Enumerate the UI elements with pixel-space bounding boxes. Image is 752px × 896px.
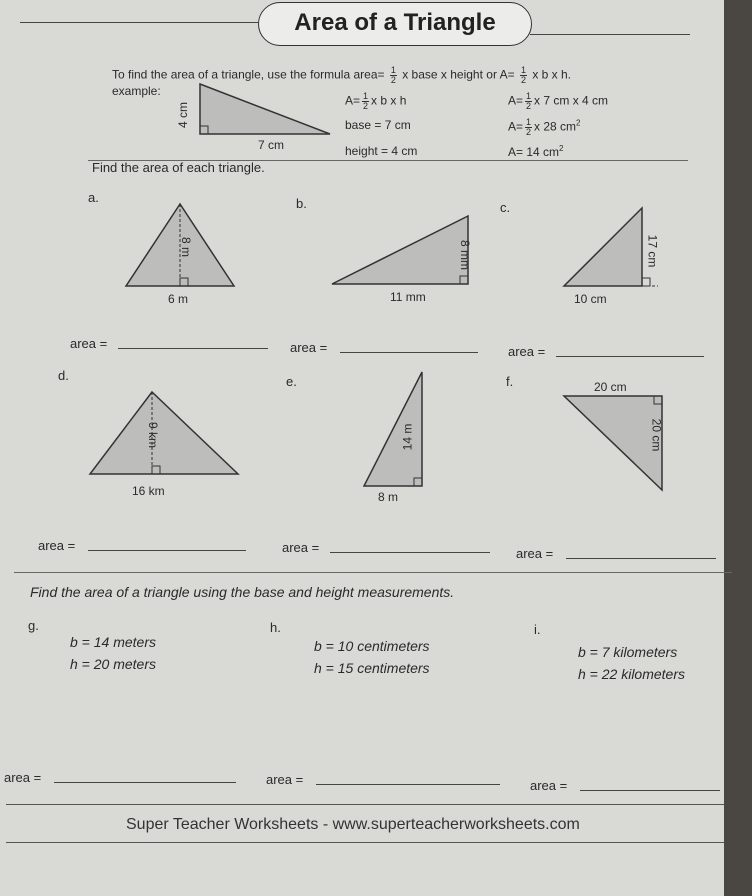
step1-suffix: x 7 cm x 4 cm	[534, 93, 609, 108]
fraction-numerator: 1	[526, 91, 532, 101]
problem-b-base: 11 mm	[390, 290, 426, 304]
problem-h-base: b = 10 centimeters	[314, 638, 430, 654]
section1-instruction: Find the area of each triangle.	[92, 160, 265, 175]
title-rule-right	[530, 34, 690, 35]
problem-f-height: 20 cm	[649, 418, 664, 452]
answer-line-g[interactable]	[54, 782, 236, 783]
example-triangle	[190, 82, 340, 140]
step2-superscript: 2	[576, 118, 581, 128]
problem-d-height: 9 km	[146, 421, 161, 449]
problem-a-area-label: area =	[70, 336, 108, 351]
footer-rule	[6, 804, 724, 805]
fraction-numerator: 1	[363, 91, 369, 101]
problem-f-area-label: area =	[516, 546, 554, 561]
example-height-line: height = 4 cm	[345, 144, 418, 158]
fraction-half	[362, 92, 369, 111]
problem-g-height: h = 20 meters	[70, 656, 156, 672]
title-rule-left	[20, 22, 258, 23]
answer-line-a[interactable]	[118, 348, 268, 349]
problem-h-height: h = 15 centimeters	[314, 660, 430, 676]
fraction-denominator: 2	[526, 101, 532, 111]
fraction-numerator: 1	[390, 65, 396, 75]
step2-suffix: x 28 cm	[534, 119, 577, 134]
example-step2	[508, 118, 581, 137]
problem-a-letter: a.	[88, 190, 99, 205]
example-height-label: 4 cm	[176, 101, 191, 129]
answer-line-b[interactable]	[340, 352, 478, 353]
problem-b-height: 8 mm	[458, 240, 472, 270]
problem-i-base: b = 7 kilometers	[578, 644, 678, 660]
intro-text-part3: x b x h.	[532, 67, 572, 82]
problem-c-letter: c.	[500, 200, 511, 215]
answer-line-h[interactable]	[316, 784, 500, 785]
answer-line-d[interactable]	[88, 550, 246, 551]
problem-e-area-label: area =	[282, 540, 320, 555]
problem-f-base: 20 cm	[594, 380, 627, 394]
problem-h-area-label: area =	[266, 772, 304, 787]
fraction-numerator: 1	[520, 65, 526, 75]
footer-rule-bottom	[6, 842, 724, 843]
page-title: Area of a Triangle	[294, 9, 496, 36]
example-formula	[345, 92, 406, 111]
step1-prefix: A=	[508, 93, 524, 108]
step3-text: A= 14 cm	[508, 145, 560, 159]
step3-superscript: 2	[559, 144, 564, 153]
problem-a-base: 6 m	[168, 292, 189, 306]
fraction-half	[520, 66, 527, 85]
problem-d-area-label: area =	[38, 538, 76, 553]
answer-line-f[interactable]	[566, 558, 716, 559]
problem-g-letter: g.	[28, 618, 39, 633]
problem-b-triangle	[328, 214, 478, 288]
example-label: example:	[112, 84, 161, 98]
fraction-denominator: 2	[520, 75, 526, 85]
fraction-denominator: 2	[363, 101, 369, 111]
step2-prefix: A=	[508, 119, 524, 134]
section-divider	[14, 572, 732, 573]
example-base-line: base = 7 cm	[345, 118, 411, 132]
problem-e-base: 8 m	[378, 490, 399, 504]
answer-line-c[interactable]	[556, 356, 704, 357]
answer-line-e[interactable]	[330, 552, 490, 553]
problem-f-letter: f.	[506, 374, 514, 389]
example-step3	[508, 144, 563, 159]
intro-text	[112, 66, 571, 85]
section2-instruction: Find the area of a triangle using the base and height measurements.	[30, 584, 455, 600]
problem-g-base: b = 14 meters	[70, 634, 156, 650]
problem-d-base: 16 km	[132, 484, 165, 498]
intro-text-part1: To find the area of a triangle, use the formula area=	[112, 67, 385, 82]
problem-d-triangle	[86, 388, 242, 482]
answer-line-i[interactable]	[580, 790, 720, 791]
title-badge	[258, 2, 532, 46]
formula-suffix: x b x h	[371, 93, 407, 108]
fraction-half	[390, 66, 397, 85]
problem-c-base: 10 cm	[574, 292, 607, 306]
problem-a-height: 8 m	[179, 236, 194, 258]
fraction-numerator: 1	[526, 117, 532, 127]
footer-text: Super Teacher Worksheets - www.superteacherworksheets.com	[126, 816, 580, 833]
problem-i-letter: i.	[534, 622, 541, 637]
problem-c-height: 17 cm	[645, 234, 660, 268]
problem-g-area-label: area =	[4, 770, 42, 785]
problem-c-area-label: area =	[508, 344, 546, 359]
problem-b-area-label: area =	[290, 340, 328, 355]
problem-d-letter: d.	[58, 368, 69, 383]
fraction-half	[525, 92, 532, 111]
problem-e-height: 14 m	[400, 423, 415, 451]
fraction-half	[525, 118, 532, 137]
formula-prefix: A=	[345, 93, 361, 108]
problem-b-letter: b.	[296, 196, 307, 211]
example-step1	[508, 92, 608, 111]
problem-i-area-label: area =	[530, 778, 568, 793]
example-base-label: 7 cm	[258, 138, 285, 152]
fraction-denominator: 2	[390, 75, 396, 85]
problem-e-letter: e.	[286, 374, 297, 389]
fraction-denominator: 2	[526, 127, 532, 137]
background-edge	[724, 0, 752, 896]
problem-i-height: h = 22 kilometers	[578, 666, 685, 682]
problem-h-letter: h.	[270, 620, 281, 635]
intro-text-part2: x base x height or A=	[402, 67, 515, 82]
